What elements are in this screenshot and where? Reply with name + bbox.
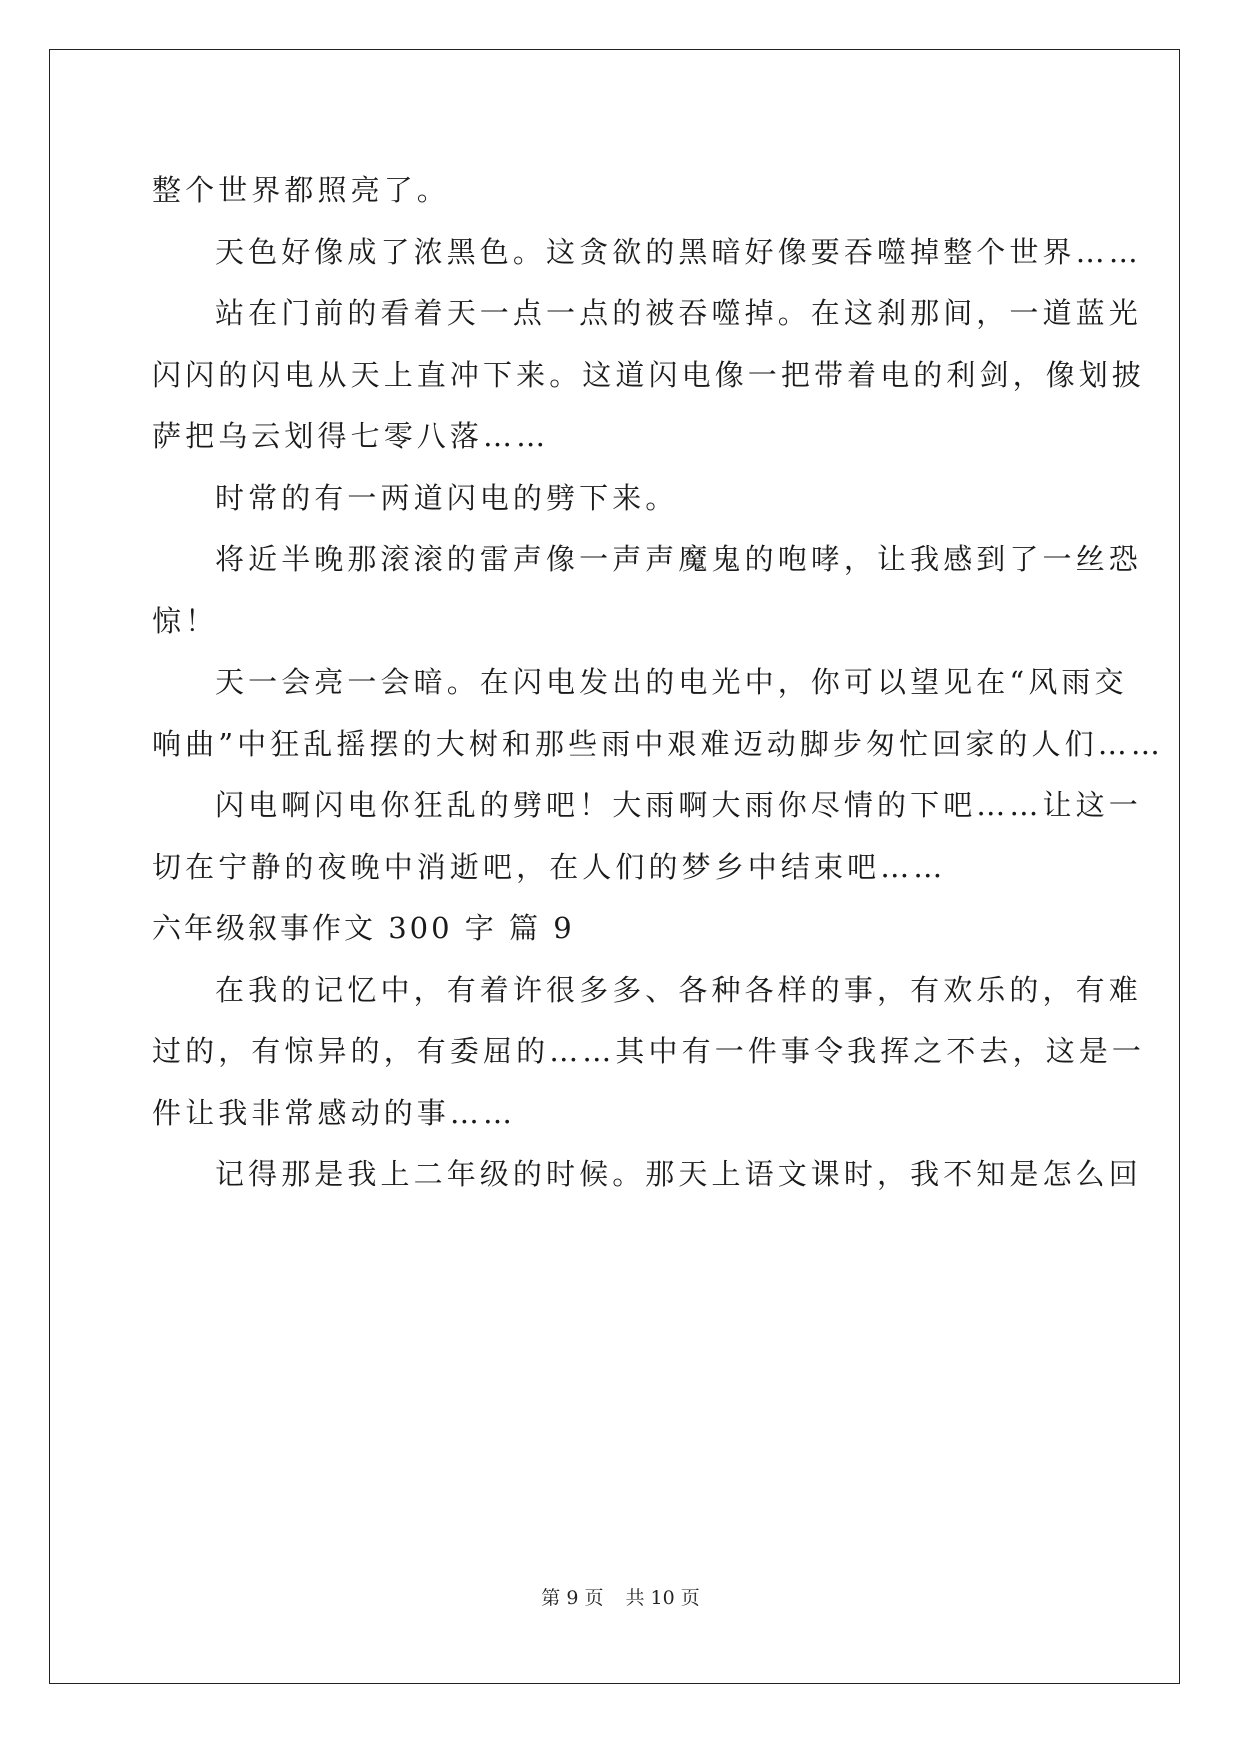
text-line: 响曲”中狂乱摇摆的大树和那些雨中艰难迈动脚步匆忙回家的人们…… <box>152 726 1164 761</box>
text-line: 件让我非常感动的事…… <box>152 1095 517 1130</box>
text-line: 天色好像成了浓黑色。这贪欲的黑暗好像要吞噬掉整个世界…… <box>215 234 1142 269</box>
text-line: 惊！ <box>152 603 219 638</box>
page-total: 共 10 页 <box>625 1587 700 1609</box>
text-line: 将近半晚那滚滚的雷声像一声声魔鬼的咆哮，让我感到了一丝恐 <box>215 542 1142 576</box>
page-footer <box>0 1583 1241 1610</box>
document-body <box>152 160 1164 1206</box>
text-line: 天一会亮一会暗。在闪电发出的电光中，你可以望见在“风雨交 <box>215 665 1128 699</box>
text-line: 过的，有惊异的，有委屈的……其中有一件事令我挥之不去，这是一 <box>152 1034 1146 1068</box>
text-line: 时常的有一两道闪电的劈下来。 <box>215 480 679 515</box>
section-heading: 六年级叙事作文 300 字 篇 9 <box>152 911 575 945</box>
text-line: 整个世界都照亮了。 <box>152 173 450 207</box>
text-line: 在我的记忆中，有着许很多多、各种各样的事，有欢乐的，有难 <box>215 972 1142 1007</box>
text-line: 闪电啊闪电你狂乱的劈吧！大雨啊大雨你尽情的下吧……让这一 <box>215 788 1142 822</box>
text-line: 闪闪的闪电从天上直冲下来。这道闪电像一把带着电的利剑，像划披 <box>152 357 1146 392</box>
text-line: 记得那是我上二年级的时候。那天上语文课时，我不知是怎么回 <box>215 1157 1142 1191</box>
text-line: 萨把乌云划得七零八落…… <box>152 419 550 453</box>
page-number: 第 9 页 <box>541 1587 604 1609</box>
text-line: 站在门前的看着天一点一点的被吞噬掉。在这刹那间，一道蓝光 <box>215 296 1142 330</box>
text-line: 切在宁静的夜晚中消逝吧，在人们的梦乡中结束吧…… <box>152 849 947 884</box>
